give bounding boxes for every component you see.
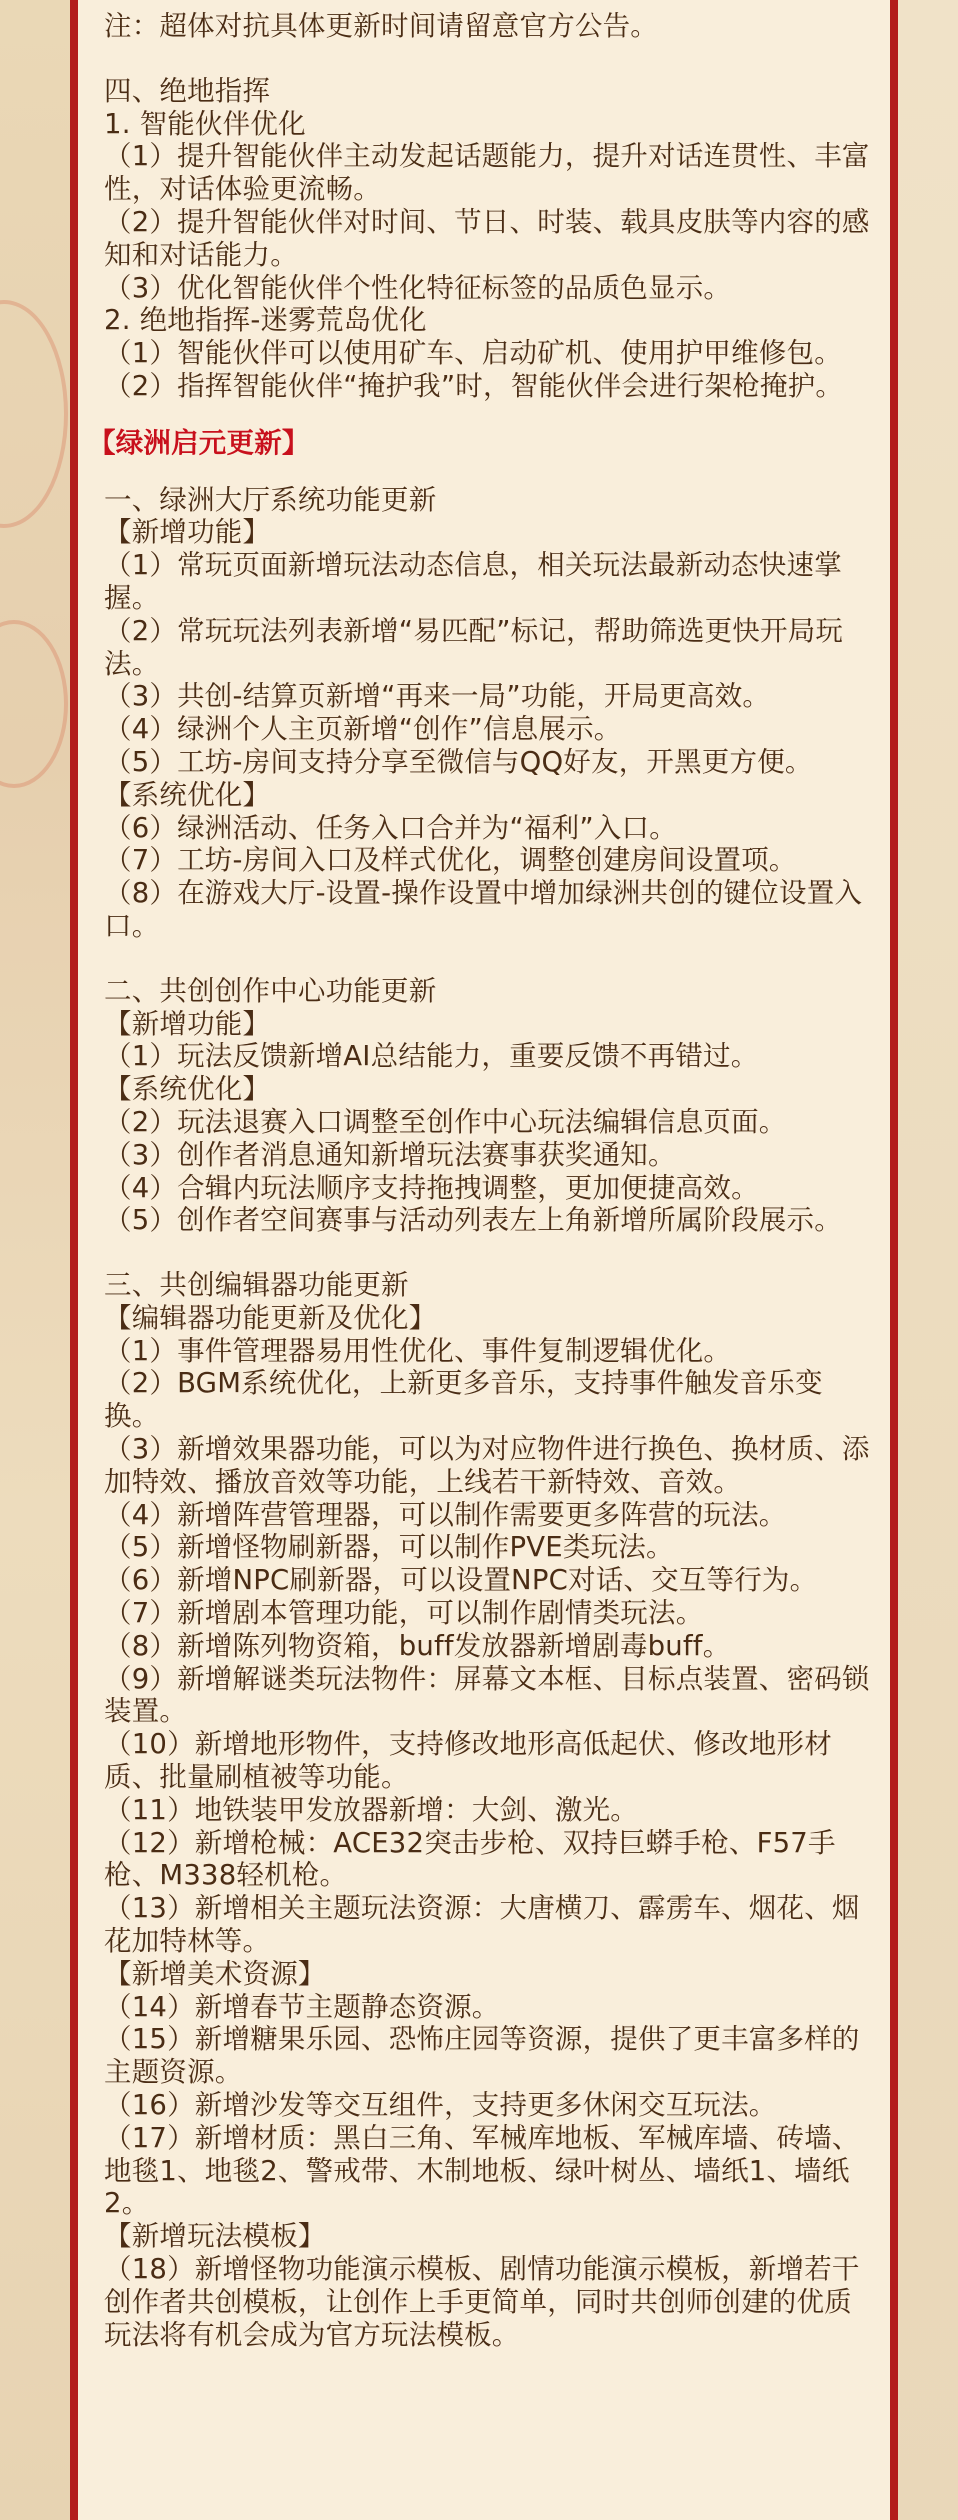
text-line: （2）BGM系统优化，上新更多音乐，支持事件触发音乐变换。: [104, 1367, 823, 1433]
right-decoration: [898, 0, 958, 2520]
text-line: （2）玩法退赛入口调整至创作中心玩法编辑信息页面。: [104, 1105, 787, 1138]
text-line: （1）智能伙伴可以使用矿车、启动矿机、使用护甲维修包。: [104, 337, 842, 370]
text-line: （8）新增陈列物资箱，buff发放器新增剧毒buff。: [104, 1629, 731, 1662]
text-line: （1）提升智能伙伴主动发起话题能力，提升对话连贯性、丰富性，对话体验更流畅。: [104, 140, 870, 206]
text-line: （13）新增相关主题玩法资源：大唐横刀、霹雳车、烟花、烟花加特林等。: [104, 1892, 860, 1958]
text-line: （14）新增春节主题静态资源。: [104, 1990, 500, 2023]
text-line: （2）指挥智能伙伴“掩护我”时，智能伙伴会进行架枪掩护。: [104, 369, 844, 402]
section-heading: 三、共创编辑器功能更新: [104, 1269, 409, 1302]
text-line: （1）玩法反馈新增AI总结能力，重要反馈不再错过。: [104, 1040, 759, 1073]
text-line: （11）地铁装甲发放器新增：大剑、激光。: [104, 1793, 638, 1826]
text-line: （9）新增解谜类玩法物件：屏幕文本框、目标点装置、密码锁装置。: [104, 1662, 870, 1728]
subsection-heading: 【系统优化】: [104, 778, 271, 811]
text-line: （8）在游戏大厅-设置-操作设置中增加绿洲共创的键位设置入口。: [104, 877, 863, 942]
text-line: 注：超体对抗具体更新时间请留意官方公告。: [104, 10, 658, 42]
text-line: （2）提升智能伙伴对时间、节日、时装、载具皮肤等内容的感知和对话能力。: [104, 205, 870, 271]
decorative-swirl: [0, 620, 68, 788]
spacer: [104, 403, 874, 427]
text-line: （10）新增地形物件，支持修改地形高低起伏、修改地形材质、批量刷植被等功能。: [104, 1728, 832, 1794]
subsection-heading: 1. 智能伙伴优化: [104, 107, 306, 140]
subsection-heading: 2. 绝地指挥-迷雾荒岛优化: [104, 304, 427, 337]
text-line: （1）常玩页面新增玩法动态信息，相关玩法最新动态快速掌握。: [104, 549, 842, 614]
text-line: （4）新增阵营管理器，可以制作需要更多阵营的玩法。: [104, 1498, 787, 1531]
text-line: （3）优化智能伙伴个性化特征标签的品质色显示。: [104, 271, 732, 304]
text-line: （1）事件管理器易用性优化、事件复制逻辑优化。: [104, 1334, 732, 1367]
subsection-heading: 【系统优化】: [104, 1073, 271, 1106]
text-line: （6）新增NPC刷新器，可以设置NPC对话、交互等行为。: [104, 1564, 818, 1597]
text-line: （3）新增效果器功能，可以为对应物件进行换色、换材质、添加特效、播放音效等功能，上线若干新特效、音效。: [104, 1433, 870, 1498]
text-line: （7）工坊-房间入口及样式优化，调整创建房间设置项。: [104, 844, 797, 877]
text-line: （12）新增枪械：ACE32突击步枪、双持巨蟒手枪、F57手枪、M338轻机枪。: [104, 1826, 836, 1892]
spacer: [104, 43, 874, 75]
text-line: （3）创作者消息通知新增玩法赛事获奖通知。: [104, 1138, 676, 1171]
section-heading: 四、绝地指挥: [104, 74, 271, 107]
text-line: （3）共创-结算页新增“再来一局”功能，开局更高效。: [104, 680, 771, 713]
text-line: （2）常玩玩法列表新增“易匹配”标记，帮助筛选更快开局玩法。: [104, 614, 844, 680]
text-line: （18）新增怪物功能演示模板、剧情功能演示模板，新增若干创作者共创模板，让创作上手更简单，同时共创师创建的优质玩法将有机会成为官方玩法模板。: [104, 2253, 860, 2351]
text-line: （16）新增沙发等交互组件，支持更多休闲交互玩法。: [104, 2089, 777, 2122]
section-heading: 二、共创创作中心功能更新: [104, 974, 437, 1007]
subsection-heading: 【新增功能】: [104, 516, 271, 549]
left-decoration: [0, 0, 70, 2520]
announcement-panel: [70, 0, 898, 2520]
decorative-swirl: [0, 300, 68, 528]
spacer: [104, 943, 874, 975]
subsection-heading: 【新增功能】: [104, 1007, 271, 1040]
text-line: （4）合辑内玩法顺序支持拖拽调整，更加便捷高效。: [104, 1171, 759, 1204]
oasis-update-title: 【绿洲启元更新】: [88, 426, 310, 459]
spacer: [104, 1237, 874, 1269]
subsection-heading: 【新增美术资源】: [104, 1957, 326, 1990]
text-line: （5）工坊-房间支持分享至微信与QQ好友，开黑更方便。: [104, 745, 813, 778]
text-line: （5）创作者空间赛事与活动列表左上角新增所属阶段展示。: [104, 1204, 842, 1237]
text-line: （15）新增糖果乐园、恐怖庄园等资源，提供了更丰富多样的主题资源。: [104, 2023, 860, 2089]
text-line: （4）绿洲个人主页新增“创作”信息展示。: [104, 713, 622, 746]
spacer: [104, 460, 874, 484]
subsection-heading: 【新增玩法模板】: [104, 2220, 326, 2253]
text-line: （7）新增剧本管理功能，可以制作剧情类玩法。: [104, 1597, 704, 1630]
announcement-content: [78, 0, 890, 2351]
text-line: （17）新增材质：黑白三角、军械库地板、军械库墙、砖墙、地毯1、地毯2、警戒带、木制地板、绿叶树丛、墙纸1、墙纸2。: [104, 2121, 860, 2220]
text-line: （6）绿洲活动、任务入口合并为“福利”入口。: [104, 811, 677, 844]
section-heading: 一、绿洲大厅系统功能更新: [104, 483, 437, 516]
subsection-heading: 【编辑器功能更新及优化】: [104, 1301, 437, 1334]
text-line: （5）新增怪物刷新器，可以制作PVE类玩法。: [104, 1531, 674, 1564]
